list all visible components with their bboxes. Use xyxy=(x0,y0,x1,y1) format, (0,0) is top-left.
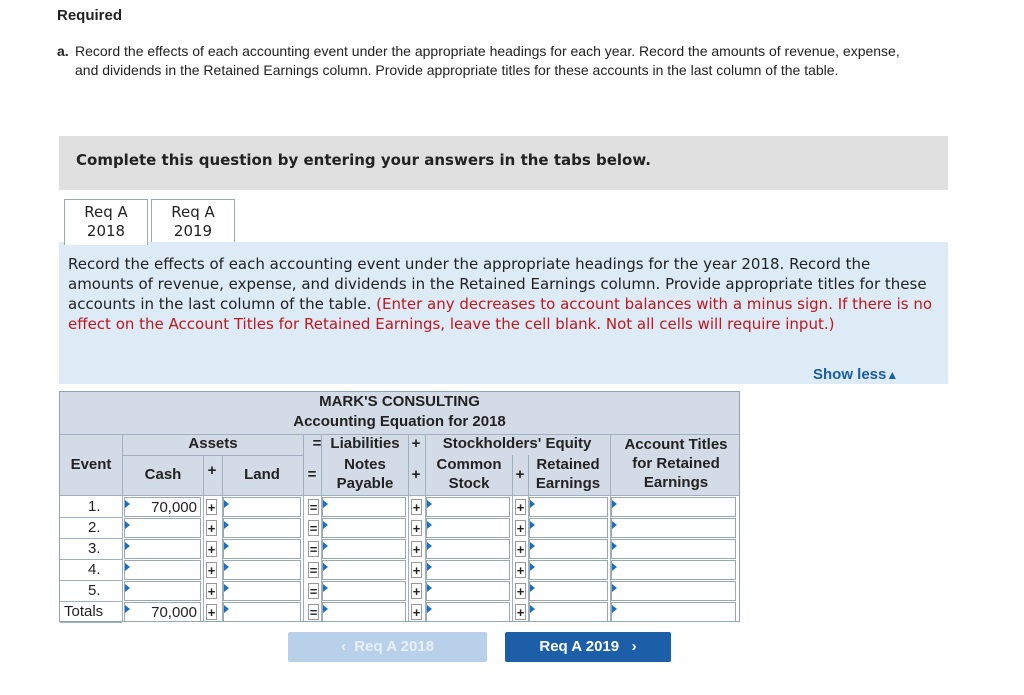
land-input[interactable] xyxy=(223,539,301,559)
plus-operator: + xyxy=(412,584,421,599)
common-input[interactable] xyxy=(426,518,510,538)
plus-operator: + xyxy=(516,605,525,620)
retained-input[interactable] xyxy=(529,539,608,559)
equals-operator: = xyxy=(309,605,318,620)
instructions-banner xyxy=(59,136,948,190)
plus-operator: + xyxy=(207,521,216,536)
event-label: 1. xyxy=(88,498,101,515)
plus-operator: + xyxy=(516,500,525,515)
titles-input[interactable] xyxy=(611,539,736,559)
tab-req-a-2019[interactable] xyxy=(151,199,235,243)
next-button-label: Req A 2019 xyxy=(539,638,620,655)
tab-req-a-2018[interactable] xyxy=(64,199,148,245)
event-label: 3. xyxy=(88,540,101,557)
header-plus-2: + xyxy=(411,466,421,483)
plus-operator: + xyxy=(412,563,421,578)
notes-input[interactable] xyxy=(322,560,406,580)
common-input[interactable] xyxy=(426,539,510,559)
cash-input[interactable] xyxy=(124,560,201,580)
land-input[interactable] xyxy=(223,518,301,538)
plus-operator: + xyxy=(516,584,525,599)
plus-operator: + xyxy=(412,542,421,557)
header-common: Common xyxy=(436,456,502,473)
equals-operator: = xyxy=(309,563,318,578)
instruction-label: a. xyxy=(57,43,69,59)
prev-tab-button[interactable] xyxy=(288,632,487,662)
header-event: Event xyxy=(70,456,112,473)
retained-input[interactable] xyxy=(529,497,608,517)
notes-input[interactable] xyxy=(322,581,406,601)
show-less-link[interactable] xyxy=(813,366,898,383)
header-for-retained: for Retained xyxy=(632,455,720,472)
plus-operator: + xyxy=(207,584,216,599)
cash-input[interactable] xyxy=(124,497,201,517)
chevron-left-icon: ‹ xyxy=(340,638,346,655)
notes-input[interactable] xyxy=(322,497,406,517)
cash-input[interactable] xyxy=(124,518,201,538)
common-input xyxy=(426,602,510,622)
event-label: Totals xyxy=(64,603,104,620)
notes-input[interactable] xyxy=(322,539,406,559)
header-earnings: Earnings xyxy=(535,475,601,492)
plus-operator: + xyxy=(207,563,216,578)
titles-input[interactable] xyxy=(611,581,736,601)
plus-operator: + xyxy=(207,500,216,515)
plus-operator: + xyxy=(516,521,525,536)
land-input[interactable] xyxy=(223,560,301,580)
panel-text: Record the effects of each accounting event under the appropriate headings for the year 2018. Record the amounts of revenue, expense, and dividends in the Retained Earnings column. Provide appropriate titles for these accounts in the last column of the table. xyxy=(68,255,927,313)
tab-label: Req A xyxy=(171,203,215,221)
header-plus-top: + xyxy=(411,435,421,452)
question-panel xyxy=(59,242,948,384)
header-liabilities: Liabilities xyxy=(330,435,400,452)
common-input[interactable] xyxy=(426,560,510,580)
header-land: Land xyxy=(244,466,280,483)
tab-label: Req A xyxy=(84,203,128,221)
show-less-label: Show less xyxy=(813,366,887,383)
table-subtitle: Accounting Equation for 2018 xyxy=(293,413,506,430)
equals-operator: = xyxy=(309,500,318,515)
instruction-text: Record the effects of each accounting event under the appropriate headings for each year. Record the amounts of revenue, expense, and dividends in the Retained Earnings column. Provide appropriate titles for these accounts in the last column of the table. xyxy=(75,43,900,78)
company-name: MARK'S CONSULTING xyxy=(319,393,480,410)
header-payable: Payable xyxy=(336,475,394,492)
notes-input xyxy=(322,602,406,622)
next-tab-button[interactable] xyxy=(505,632,671,662)
header-stock: Stock xyxy=(448,475,490,492)
panel-note: (Enter any decreases to account balances with a minus sign. If there is no effect on the Account Titles for Retained Earnings, leave the cell blank. Not all cells will require input.) xyxy=(68,295,933,333)
header-titles-earnings: Earnings xyxy=(643,474,709,491)
event-label: 2. xyxy=(88,519,101,536)
retained-input[interactable] xyxy=(529,581,608,601)
plus-operator: + xyxy=(412,521,421,536)
instruction xyxy=(57,42,917,79)
header-assets: Assets xyxy=(188,435,238,452)
event-label: 4. xyxy=(88,561,101,578)
cash-value: 70,000 xyxy=(151,499,197,516)
cash-value: 70,000 xyxy=(151,604,197,621)
retained-input[interactable] xyxy=(529,560,608,580)
prev-button-label: Req A 2018 xyxy=(354,638,435,655)
header-notes: Notes xyxy=(344,456,386,473)
header-plus: + xyxy=(207,462,217,479)
notes-input[interactable] xyxy=(322,518,406,538)
plus-operator: + xyxy=(207,542,216,557)
plus-operator: + xyxy=(207,605,216,620)
header-plus-3: + xyxy=(515,466,525,483)
titles-input[interactable] xyxy=(611,518,736,538)
land-input[interactable] xyxy=(223,497,301,517)
required-heading: Required xyxy=(57,7,123,24)
titles-input[interactable] xyxy=(611,560,736,580)
common-input[interactable] xyxy=(426,581,510,601)
titles-input[interactable] xyxy=(611,497,736,517)
cash-input xyxy=(124,602,201,622)
plus-operator: + xyxy=(516,542,525,557)
banner-text: Complete this question by entering your answers in the tabs below. xyxy=(76,151,651,169)
equals-operator: = xyxy=(309,521,318,536)
header-retained: Retained xyxy=(536,456,600,473)
common-input[interactable] xyxy=(426,497,510,517)
header-cash: Cash xyxy=(144,466,182,483)
header-equals-top: = xyxy=(312,435,322,452)
land-input[interactable] xyxy=(223,581,301,601)
titles-input xyxy=(611,602,736,622)
triangle-up-icon: ▲ xyxy=(886,368,899,382)
retained-input xyxy=(529,602,608,622)
cash-input[interactable] xyxy=(124,581,201,601)
header-stockholders-equity: Stockholders' Equity xyxy=(442,435,592,452)
equals-operator: = xyxy=(309,542,318,557)
cash-input[interactable] xyxy=(124,539,201,559)
plus-operator: + xyxy=(412,500,421,515)
accounting-equation-table xyxy=(59,391,740,622)
header-equals: = xyxy=(307,466,317,483)
tab-year: 2018 xyxy=(86,222,126,240)
panel-description xyxy=(68,254,936,334)
chevron-right-icon: › xyxy=(631,638,637,655)
equals-operator: = xyxy=(309,584,318,599)
land-input xyxy=(223,602,301,622)
event-label: 5. xyxy=(88,582,101,599)
plus-operator: + xyxy=(516,563,525,578)
retained-input[interactable] xyxy=(529,518,608,538)
header-account-titles: Account Titles xyxy=(624,436,728,453)
plus-operator: + xyxy=(412,605,421,620)
tab-year: 2019 xyxy=(173,222,213,240)
